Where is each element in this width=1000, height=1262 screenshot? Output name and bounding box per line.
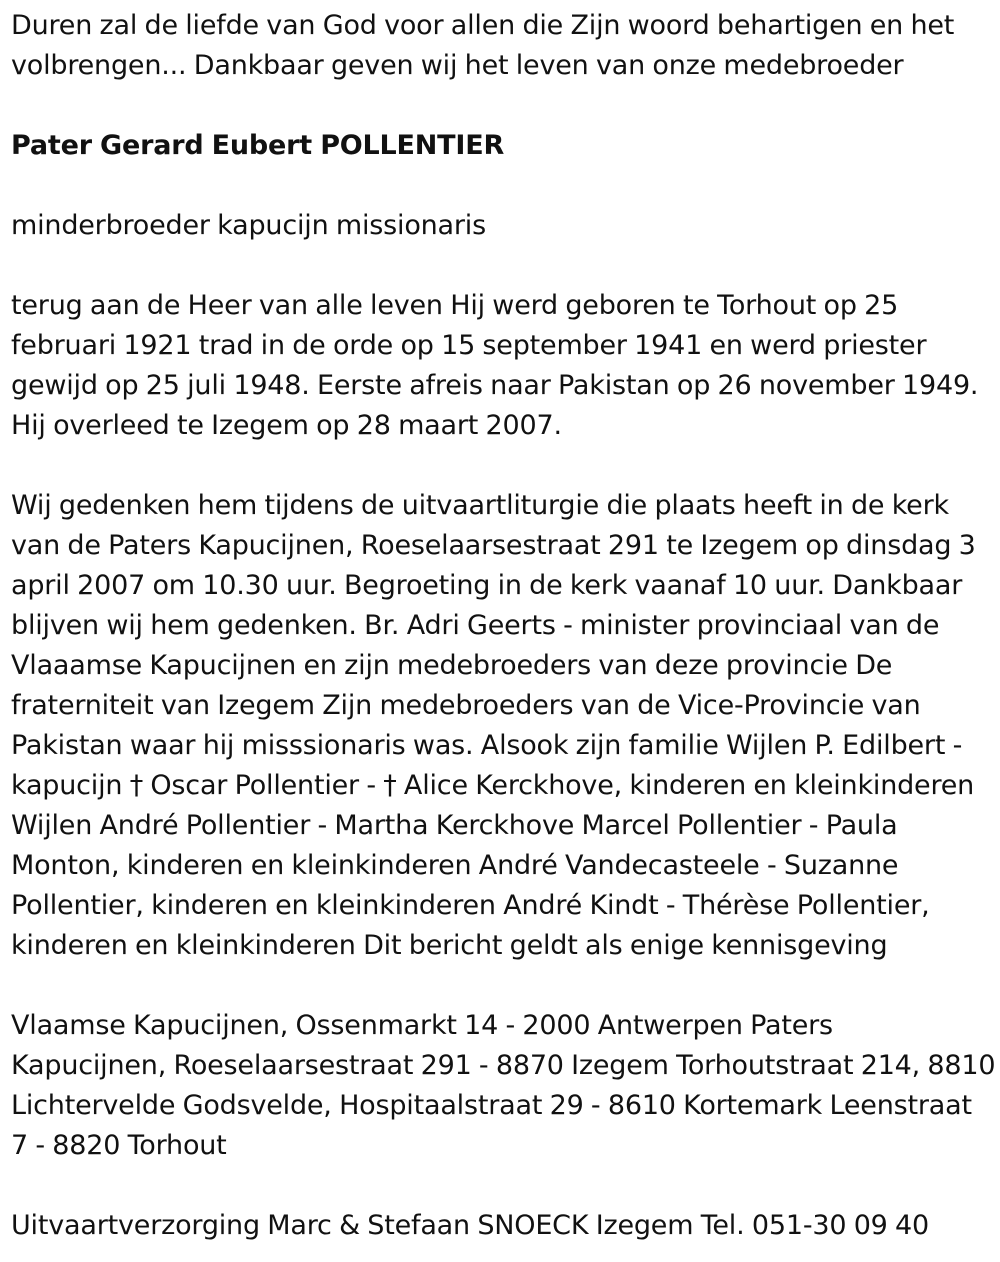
text-line: gewijd op 25 juli 1948. Eerste afreis naar Pakistan op 26 november 1949. [11, 370, 979, 401]
funeral-paragraph [11, 486, 995, 966]
text-line: Uitvaartverzorging Marc & Stefaan SNOECK Izegem Tel. 051-30 09 40 [11, 1210, 929, 1241]
text-line: Kapucijnen, Roeselaarsestraat 291 - 8870 Izegem Torhoutstraat 214, 8810 [11, 1050, 996, 1081]
text-line: volbrengen... Dankbaar geven wij het leven van onze medebroeder [11, 50, 904, 81]
addresses-paragraph [11, 1006, 995, 1166]
undertaker-line [11, 1206, 995, 1246]
text-line: 7 - 8820 Torhout [11, 1130, 227, 1161]
spacer [11, 166, 995, 206]
spacer [11, 86, 995, 126]
death-notice [11, 6, 995, 1246]
text-line: minderbroeder kapucijn missionaris [11, 210, 486, 241]
biography-paragraph [11, 286, 995, 446]
deceased-name [11, 126, 995, 166]
text-line: Vlaamse Kapucijnen, Ossenmarkt 14 - 2000 Antwerpen Paters [11, 1010, 833, 1041]
spacer [11, 1166, 995, 1206]
opening-paragraph [11, 6, 995, 86]
text-line: kapucijn † Oscar Pollentier - † Alice Kerckhove, kinderen en kleinkinderen [11, 770, 975, 801]
text-line: Pollentier, kinderen en kleinkinderen André Kindt - Thérèse Pollentier, [11, 890, 930, 921]
text-line: Vlaaamse Kapucijnen en zijn medebroeders van deze provincie De [11, 650, 893, 681]
name-line: Pater Gerard Eubert POLLENTIER [11, 130, 505, 161]
text-line: Monton, kinderen en kleinkinderen André Vandecasteele - Suzanne [11, 850, 899, 881]
spacer [11, 966, 995, 1006]
text-line: Lichtervelde Godsvelde, Hospitaalstraat 29 - 8610 Kortemark Leenstraat [11, 1090, 972, 1121]
text-line: fraterniteit van Izegem Zijn medebroeders van de Vice-Provincie van [11, 690, 921, 721]
role-line [11, 206, 995, 246]
text-line: Wijlen André Pollentier - Martha Kerckhove Marcel Pollentier - Paula [11, 810, 898, 841]
spacer [11, 246, 995, 286]
text-line: april 2007 om 10.30 uur. Begroeting in de kerk vaanaf 10 uur. Dankbaar [11, 570, 963, 601]
text-line: Duren zal de liefde van God voor allen die Zijn woord behartigen en het [11, 10, 955, 41]
text-line: terug aan de Heer van alle leven Hij werd geboren te Torhout op 25 [11, 290, 899, 321]
spacer [11, 446, 995, 486]
text-line: Wij gedenken hem tijdens de uitvaartliturgie die plaats heeft in de kerk [11, 490, 949, 521]
text-line: van de Paters Kapucijnen, Roeselaarsestraat 291 te Izegem op dinsdag 3 [11, 530, 976, 561]
text-line: februari 1921 trad in de orde op 15 september 1941 en werd priester [11, 330, 927, 361]
text-line: blijven wij hem gedenken. Br. Adri Geerts - minister provinciaal van de [11, 610, 940, 641]
text-line: Pakistan waar hij misssionaris was. Alsook zijn familie Wijlen P. Edilbert - [11, 730, 963, 761]
text-line: kinderen en kleinkinderen Dit bericht geldt als enige kennisgeving [11, 930, 888, 961]
text-line: Hij overleed te Izegem op 28 maart 2007. [11, 410, 562, 441]
